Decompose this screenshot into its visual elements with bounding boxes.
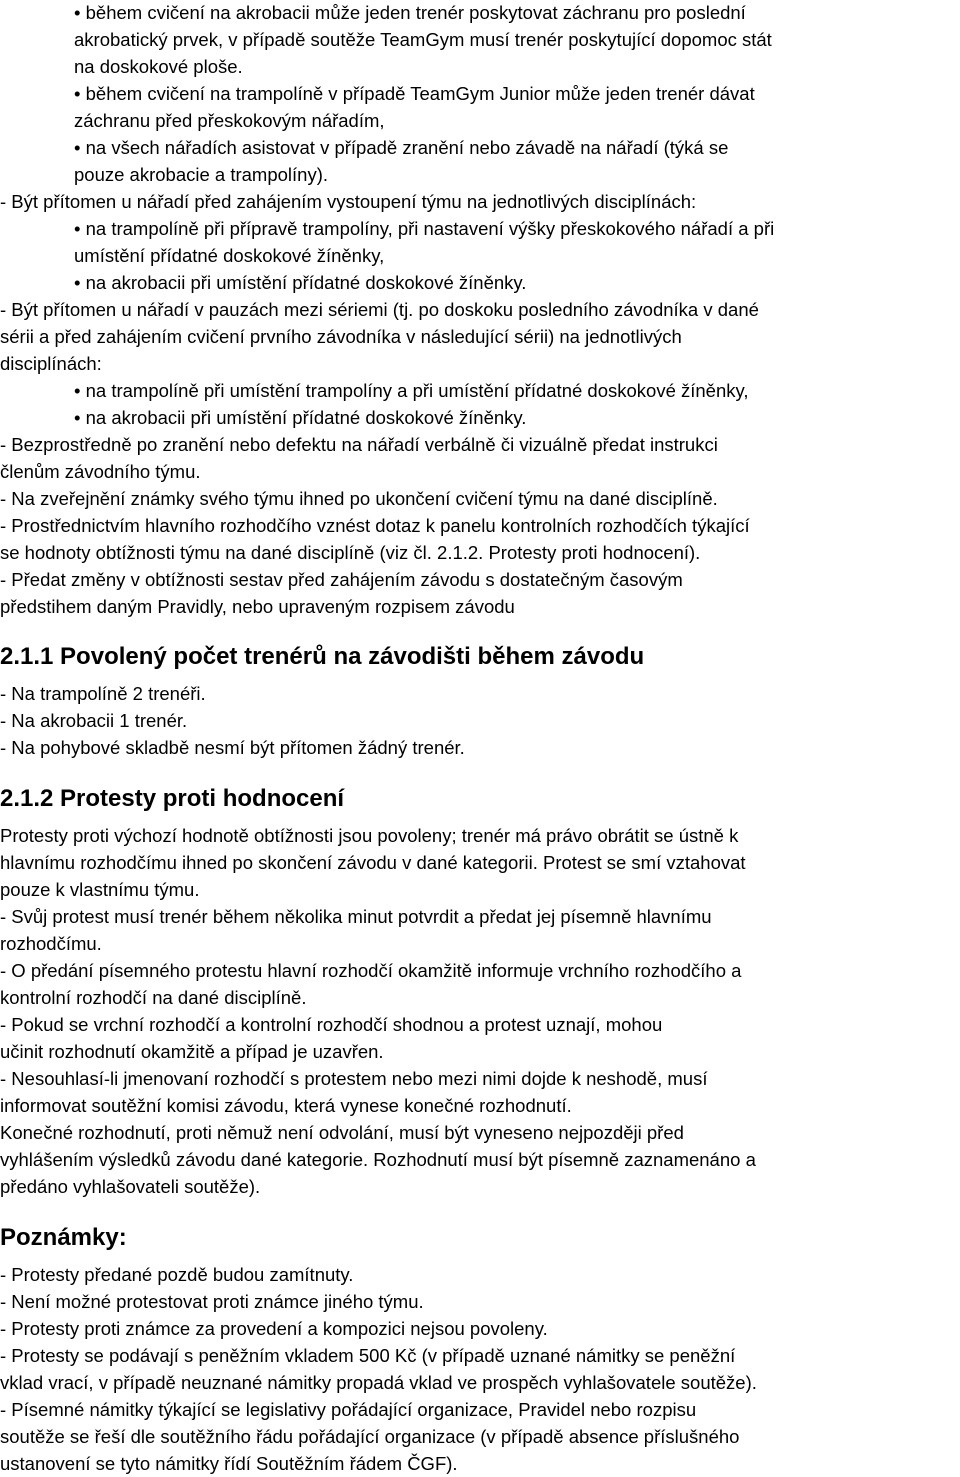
text-line: - Bezprostředně po zranění nebo defektu na nářadí verbálně či vizuálně předat instrukci: [0, 434, 718, 455]
text-line: • na trampolíně při přípravě trampolíny, při nastavení výšky přeskokového nářadí a při: [74, 218, 775, 239]
text-line: - Protesty se podávají s peněžním vkladem 500 Kč (v případě uznané námitky se peněžní: [0, 1345, 736, 1366]
text-line: - Není možné protestovat proti známce jiného týmu.: [0, 1291, 424, 1312]
text-line: - Pokud se vrchní rozhodčí a kontrolní rozhodčí shodnou a protest uznají, mohou: [0, 1014, 663, 1035]
text-line: - Na zveřejnění známky svého týmu ihned po ukončení cvičení týmu na dané disciplíně.: [0, 488, 718, 509]
text-line: - Být přítomen u nářadí před zahájením vystoupení týmu na jednotlivých disciplínách:: [0, 191, 697, 212]
text-line: umístění přídatné doskokové žíněnky,: [74, 245, 385, 266]
section-heading: 2.1.1 Povolený počet trenérů na závodišti během závodu: [0, 643, 645, 670]
text-line: rozhodčímu.: [0, 933, 102, 954]
text-line: hlavnímu rozhodčímu ihned po skončení závodu v dané kategorii. Protest se smí vztahovat: [0, 852, 746, 873]
text-line: • během cvičení na trampolíně v případě TeamGym Junior může jeden trenér dávat: [74, 83, 755, 104]
section-heading: Poznámky:: [0, 1224, 127, 1251]
text-line: informovat soutěžní komisi závodu, která vynese konečné rozhodnutí.: [0, 1095, 572, 1116]
text-line: sérii a před zahájením cvičení prvního závodníka v následující sérii) na jednotlivých: [0, 326, 682, 347]
text-line: • na akrobacii při umístění přídatné doskokové žíněnky.: [74, 272, 527, 293]
text-line: • na trampolíně při umístění trampolíny a při umístění přídatné doskokové žíněnky,: [74, 380, 749, 401]
text-line: - Prostřednictvím hlavního rozhodčího vznést dotaz k panelu kontrolních rozhodčích týkající: [0, 515, 750, 536]
text-line: pouze k vlastnímu týmu.: [0, 879, 200, 900]
text-line: disciplínách:: [0, 353, 102, 374]
text-line: - Být přítomen u nářadí v pauzách mezi sériemi (tj. po doskoku posledního závodníka v dané: [0, 299, 759, 320]
text-line: • na akrobacii při umístění přídatné doskokové žíněnky.: [74, 407, 527, 428]
text-line: akrobatický prvek, v případě soutěže TeamGym musí trenér poskytující dopomoc stát: [74, 29, 772, 50]
text-line: se hodnoty obtížnosti týmu na dané disciplíně (viz čl. 2.1.2. Protesty proti hodnocení).: [0, 542, 701, 563]
text-line: Konečné rozhodnutí, proti němuž není odvolání, musí být vyneseno nejpozději před: [0, 1122, 684, 1143]
text-line: předáno vyhlašovateli soutěže).: [0, 1176, 261, 1197]
text-line: - Předat změny v obtížnosti sestav před zahájením závodu s dostatečným časovým: [0, 569, 683, 590]
text-line: - Písemné námitky týkající se legislativy pořádající organizace, Pravidel nebo rozpisu: [0, 1399, 697, 1420]
text-line: kontrolní rozhodčí na dané disciplíně.: [0, 987, 307, 1008]
text-line: záchranu před přeskokovým nářadím,: [74, 110, 385, 131]
text-line: - Na akrobacii 1 trenér.: [0, 710, 188, 731]
text-line: - Protesty předané pozdě budou zamítnuty.: [0, 1264, 354, 1285]
text-line: členům závodního týmu.: [0, 461, 201, 482]
text-line: vyhlášením výsledků závodu dané kategorie. Rozhodnutí musí být písemně zaznamenáno a: [0, 1149, 756, 1170]
text-line: vklad vrací, v případě neuznané námitky propadá vklad ve prospěch vyhlašovatele soutěže).: [0, 1372, 757, 1393]
text-line: - O předání písemného protestu hlavní rozhodčí okamžitě informuje vrchního rozhodčího a: [0, 960, 742, 981]
text-line: ustanovení se tyto námitky řídí Soutěžním řádem ČGF).: [0, 1453, 458, 1474]
text-line: pouze akrobacie a trampolíny).: [74, 164, 328, 185]
section-heading: 2.1.2 Protesty proti hodnocení: [0, 785, 345, 812]
text-line: • na všech nářadích asistovat v případě zranění nebo závadě na nářadí (týká se: [74, 137, 729, 158]
text-line: učinit rozhodnutí okamžitě a případ je uzavřen.: [0, 1041, 384, 1062]
text-line: Protesty proti výchozí hodnotě obtížnosti jsou povoleny; trenér má právo obrátit se ústně k: [0, 825, 739, 846]
text-line: - Protesty proti známce za provedení a kompozici nejsou povoleny.: [0, 1318, 548, 1339]
text-line: na doskokové ploše.: [74, 56, 243, 77]
text-line: předstihem daným Pravidly, nebo upraveným rozpisem závodu: [0, 596, 515, 617]
text-line: - Na pohybové skladbě nesmí být přítomen žádný trenér.: [0, 737, 465, 758]
text-line: - Svůj protest musí trenér během několika minut potvrdit a předat jej písemně hlavnímu: [0, 906, 712, 927]
text-line: • během cvičení na akrobacii může jeden trenér poskytovat záchranu pro poslední: [74, 2, 746, 23]
text-line: soutěže se řeší dle soutěžního řádu pořádající organizace (v případě absence příslušného: [0, 1426, 740, 1447]
text-line: - Na trampolíně 2 trenéři.: [0, 683, 206, 704]
text-line: - Nesouhlasí-li jmenovaní rozhodčí s protestem nebo mezi nimi dojde k neshodě, musí: [0, 1068, 708, 1089]
